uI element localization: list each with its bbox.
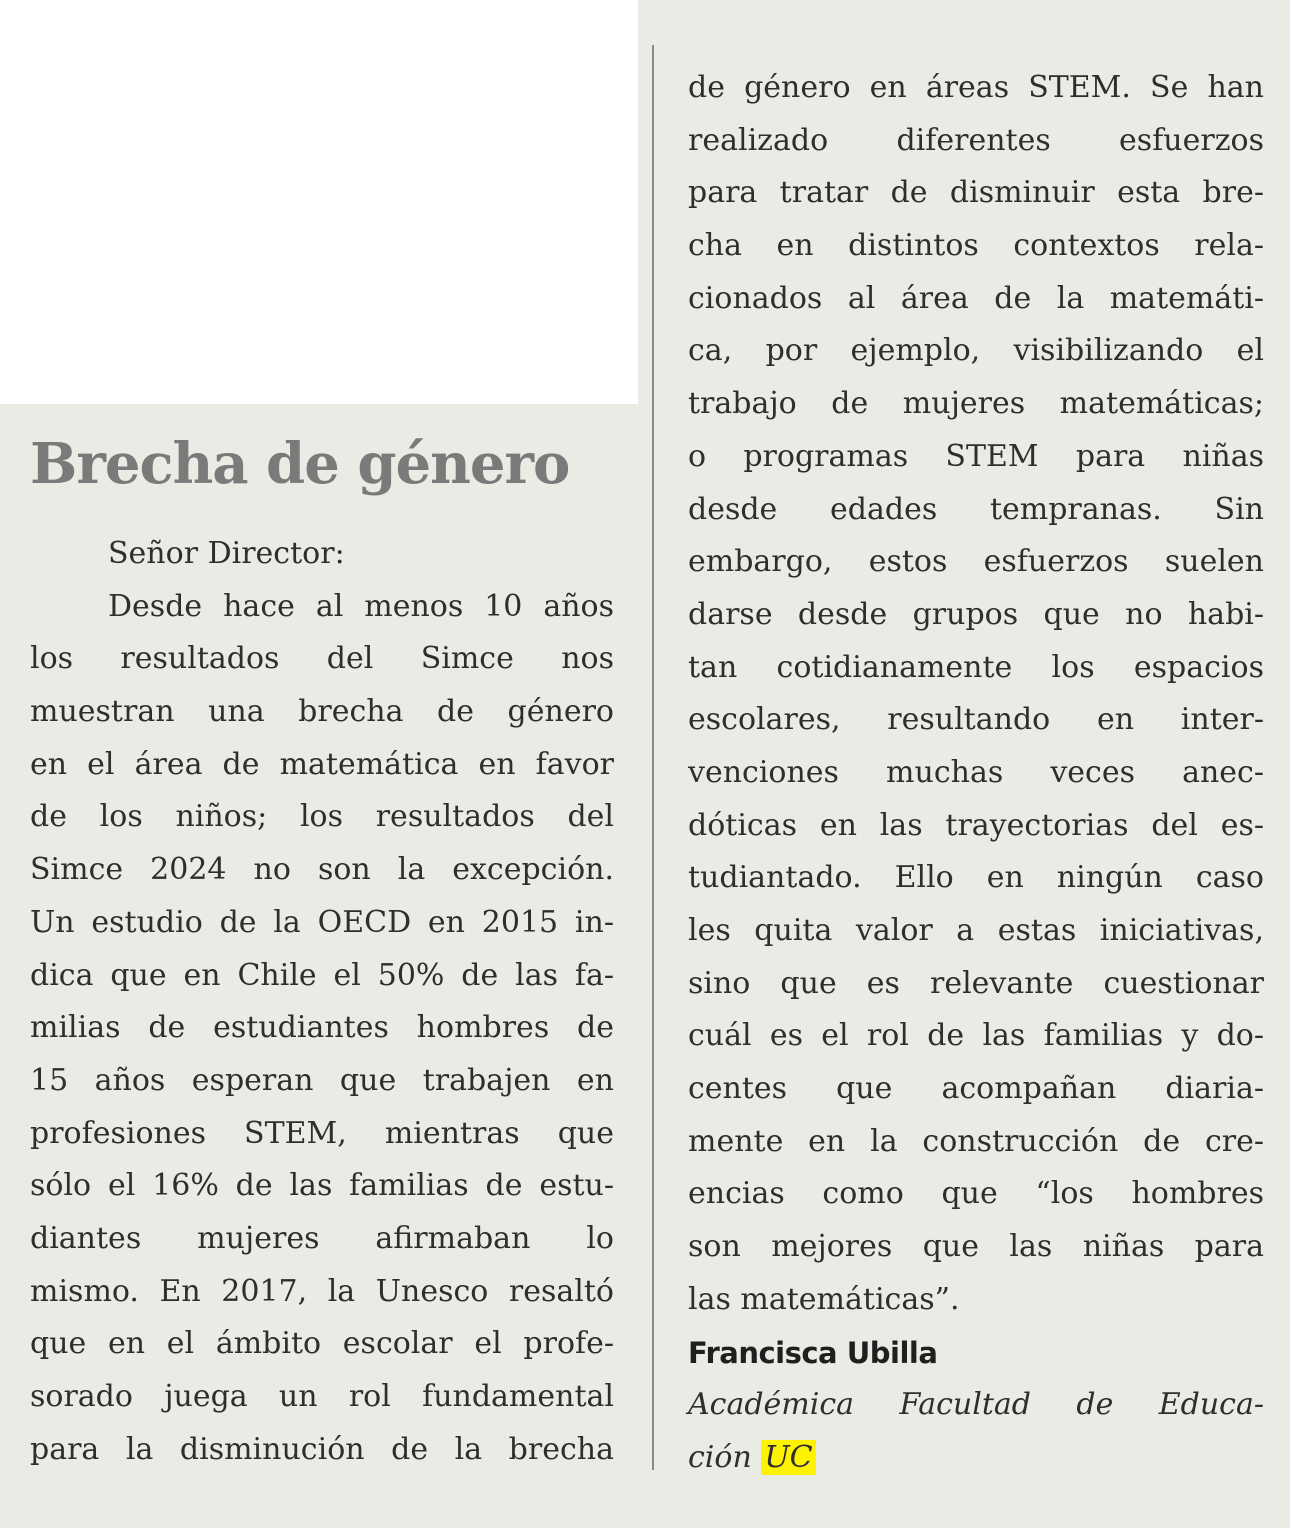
body-line: sólo el 16% de las familias de estu-: [30, 1168, 614, 1204]
body-line: las matemáticas”.: [688, 1281, 960, 1317]
salutation: Señor Director:: [108, 536, 345, 571]
body-line: son mejores que las niñas para: [688, 1229, 1264, 1265]
body-line: dica que en Chile el 50% de las fa-: [30, 957, 614, 993]
left-column: [30, 528, 614, 1476]
body-line: Desde hace al menos 10 años: [108, 588, 614, 624]
author-affiliation: Académica Facultad de Educa-: [688, 1387, 1264, 1423]
body-line: darse desde grupos que no habi-: [688, 596, 1264, 632]
body-line: sorado juega un rol fundamental: [30, 1379, 614, 1414]
body-line: Un estudio de la OECD en 2015 in-: [30, 904, 614, 940]
body-line: cionados al área de la matemáti-: [688, 280, 1264, 316]
body-line: diantes mujeres afirmaban lo: [30, 1220, 614, 1256]
body-line: muestran una brecha de género: [30, 694, 614, 730]
highlighted-university: UC: [761, 1440, 815, 1475]
body-line: embargo, estos esfuerzos suelen: [688, 544, 1264, 580]
body-line: los resultados del Simce nos: [30, 641, 614, 677]
body-line: cha en distintos contextos rela-: [688, 228, 1264, 264]
article-headline: Brecha de género: [30, 431, 570, 497]
right-column: [688, 62, 1264, 1485]
body-line: trabajo de mujeres matemáticas;: [688, 386, 1264, 422]
author-affiliation-end: [688, 1432, 1264, 1485]
body-line: mente en la construcción de cre-: [688, 1123, 1264, 1159]
body-line: para la disminución de la brecha: [30, 1431, 614, 1467]
author-name: Francisca Ubilla: [688, 1335, 938, 1370]
body-line: Simce 2024 no son la excepción.: [30, 852, 614, 888]
body-line: realizado diferentes esfuerzos: [688, 122, 1264, 158]
body-line: desde edades tempranas. Sin: [688, 491, 1264, 527]
body-line: venciones muchas veces anec-: [688, 754, 1264, 790]
body-line: tudiantado. Ello en ningún caso: [688, 860, 1264, 896]
body-line: cuál es el rol de las familias y do-: [688, 1018, 1264, 1054]
body-line: ca, por ejemplo, visibilizando el: [688, 333, 1264, 369]
body-line: que en el ámbito escolar el profe-: [30, 1326, 614, 1362]
body-line: profesiones STEM, mientras que: [30, 1115, 614, 1151]
body-line: mismo. En 2017, la Unesco resaltó: [30, 1273, 614, 1309]
body-line: sino que es relevante cuestionar: [688, 965, 1264, 1001]
body-line: tan cotidianamente los espacios: [688, 649, 1264, 685]
body-line: escolares, resultando en inter-: [688, 702, 1264, 738]
body-line: de género en áreas STEM. Se han: [688, 70, 1264, 105]
column-divider: [652, 45, 654, 1470]
body-line: en el área de matemática en favor: [30, 746, 614, 782]
body-line: encias como que “los hombres: [688, 1176, 1264, 1212]
body-line: o programas STEM para niñas: [688, 438, 1264, 474]
body-line: centes que acompañan diaria-: [688, 1071, 1264, 1107]
body-line: de los niños; los resultados del: [30, 799, 614, 835]
body-line: milias de estudiantes hombres de: [30, 1010, 614, 1046]
body-line: dóticas en las trayectorias del es-: [688, 807, 1264, 843]
body-line: para tratar de disminuir esta bre-: [688, 175, 1264, 211]
body-line: les quita valor a estas iniciativas,: [688, 913, 1264, 948]
affiliation-word: ción: [688, 1439, 752, 1475]
body-line: 15 años esperan que trabajen en: [30, 1062, 614, 1098]
